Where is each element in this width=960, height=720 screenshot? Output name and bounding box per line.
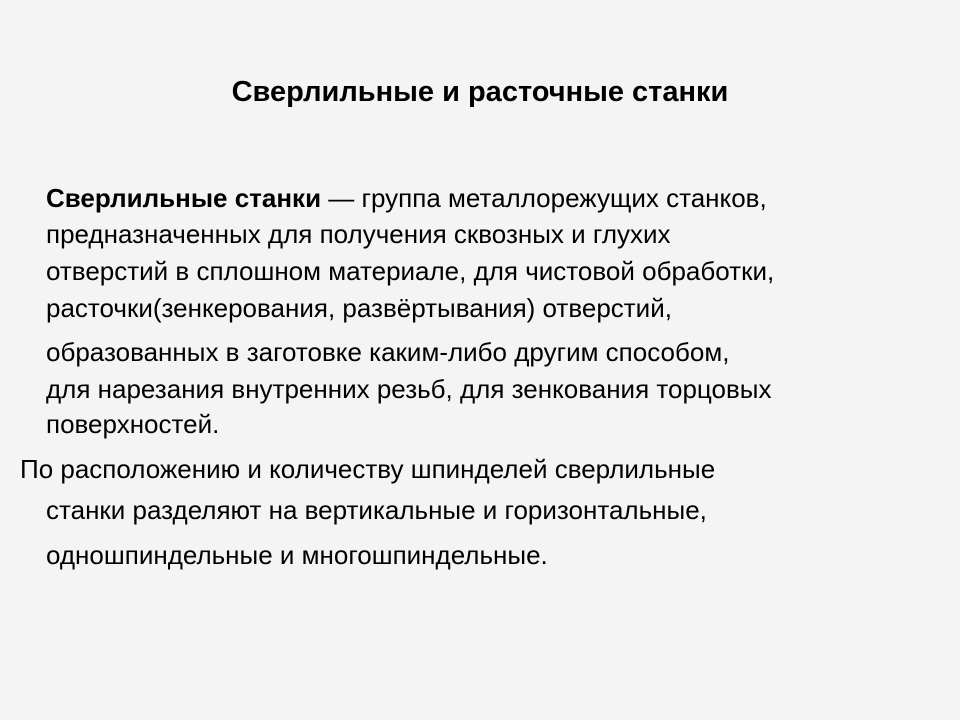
paragraph1-line-6: для нарезания внутренних резьб, для зенкования торцовых — [46, 374, 772, 404]
slide-title: Сверлильные и расточные станки — [231, 76, 729, 108]
paragraph2-line-2: станки разделяют на вертикальные и горизонтальные, — [46, 495, 707, 525]
paragraph1-line-7: поверхностей. — [46, 409, 220, 439]
paragraph1-line-2: предназначенных для получения сквозных и глухих — [46, 219, 671, 249]
paragraph1-line-5: образованных в заготовке каким-либо другим способом, — [46, 337, 730, 367]
paragraph1-line-3: отверстий в сплошном материале, для чистовой обработки, — [46, 256, 775, 286]
term-drilling-machines: Сверлильные станки — [46, 183, 322, 213]
paragraph1-line-1 — [46, 180, 767, 216]
paragraph2-line-3: одношпиндельные и многошпиндельные. — [46, 540, 548, 570]
paragraph1-line-4: расточки(зенкерования, развёртывания) отверстий, — [46, 293, 672, 323]
paragraph1-line-1-text: — группа металлорежущих станков, — [321, 183, 767, 213]
paragraph2-line-1: По расположению и количеству шпинделей сверлильные — [20, 454, 716, 484]
